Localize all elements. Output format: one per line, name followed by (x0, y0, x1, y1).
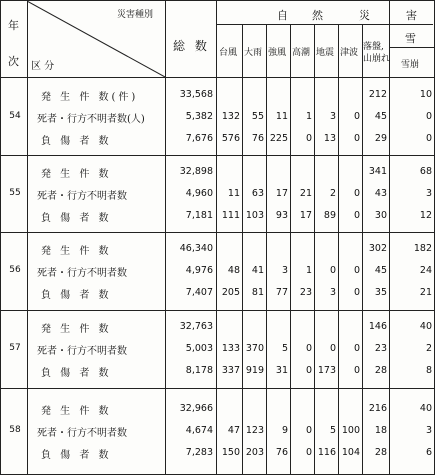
value-cell: 40 (419, 403, 432, 414)
value-cell: 63 (251, 188, 264, 199)
value-cell: 89 (323, 210, 336, 221)
value-cell: 919 (245, 365, 264, 376)
value-cell: 8 (425, 365, 432, 376)
value-cell: 0 (305, 133, 312, 144)
value-cell: 116 (317, 447, 336, 458)
value-cell: 216 (368, 403, 387, 414)
total-cell: 7,181 (185, 210, 213, 221)
value-cell: 47 (227, 425, 240, 436)
value-cell: 6 (425, 447, 432, 458)
total-cell: 32,898 (179, 166, 213, 177)
value-cell: 41 (251, 265, 264, 276)
value-cell: 103 (245, 210, 264, 221)
total-cell: 32,966 (179, 403, 213, 414)
year-group-rule (1, 155, 434, 156)
row-label: 負 傷 者 数 (41, 450, 112, 461)
col-header-tsunami: 津波 (340, 48, 359, 58)
value-cell: 76 (275, 447, 288, 458)
row-label: 発 生 件 数 (41, 406, 112, 417)
row-label: 負 傷 者 数 (41, 290, 112, 301)
col-header-landslide-2: 山崩れ (363, 54, 391, 64)
year-cell: 55 (9, 187, 21, 198)
col-header-storm-surge: 高潮 (292, 48, 311, 58)
total-cell: 4,976 (185, 265, 213, 276)
snow-group-header: 雪 (405, 32, 416, 45)
row-label: 死者・行方不明者数(人) (37, 114, 145, 125)
value-cell: 40 (419, 321, 432, 332)
value-cell: 0 (353, 133, 360, 144)
nature-header-char-4: 害 (406, 9, 417, 22)
value-cell: 35 (374, 287, 387, 298)
total-cell: 7,676 (185, 133, 213, 144)
header-bottom-rule (1, 77, 434, 78)
total-cell: 32,763 (179, 321, 213, 332)
value-cell: 11 (275, 111, 288, 122)
value-cell: 370 (245, 343, 264, 354)
value-cell: 11 (227, 188, 240, 199)
total-column-right-divider (216, 1, 217, 474)
value-cell: 13 (323, 133, 336, 144)
nature-header-char-1: 自 (277, 9, 288, 22)
value-cell: 0 (353, 111, 360, 122)
value-cell: 0 (353, 210, 360, 221)
total-cell: 4,960 (185, 188, 213, 199)
value-cell: 0 (305, 343, 312, 354)
value-cell: 205 (221, 287, 240, 298)
snow-group-rule (389, 47, 434, 48)
value-cell: 30 (374, 210, 387, 221)
col-header-strong-wind: 強風 (268, 48, 287, 58)
col-sep-1 (242, 24, 243, 474)
value-cell: 5 (329, 425, 336, 436)
value-cell: 21 (419, 287, 432, 298)
row-label: 発 生 件 数 (41, 246, 112, 257)
value-cell: 76 (251, 133, 264, 144)
col-header-landslide-1: 落盤, (363, 42, 384, 52)
value-cell: 302 (368, 243, 387, 254)
value-cell: 31 (275, 365, 288, 376)
value-cell: 55 (251, 111, 264, 122)
category-header: 区 分 (31, 61, 55, 72)
col-sep-2 (266, 24, 267, 474)
total-cell: 5,382 (185, 111, 213, 122)
col-sep-4 (314, 24, 315, 474)
value-cell: 203 (245, 447, 264, 458)
value-cell: 93 (275, 210, 288, 221)
value-cell: 3 (281, 265, 288, 276)
value-cell: 182 (413, 243, 432, 254)
year-cell: 54 (9, 110, 21, 121)
value-cell: 337 (221, 365, 240, 376)
value-cell: 23 (374, 343, 387, 354)
value-cell: 104 (341, 447, 360, 458)
snow-group-divider (389, 1, 390, 474)
total-cell: 33,568 (179, 89, 213, 100)
year-cell: 56 (9, 265, 21, 275)
value-cell: 17 (299, 210, 312, 221)
total-column-left-divider (165, 1, 166, 474)
value-cell: 77 (275, 287, 288, 298)
row-label: 発 生 件 数 (41, 169, 112, 180)
total-cell: 7,283 (185, 447, 213, 458)
value-cell: 81 (251, 287, 264, 298)
year-cell: 58 (9, 425, 21, 435)
value-cell: 0 (329, 265, 336, 276)
row-label: 負 傷 者 数 (41, 213, 112, 224)
col-header-typhoon: 台風 (219, 48, 238, 58)
row-label: 発 生 件 数(件) (41, 92, 139, 103)
value-cell: 146 (368, 321, 387, 332)
col-sep-3 (290, 24, 291, 474)
value-cell: 0 (425, 133, 432, 144)
value-cell: 100 (341, 425, 360, 436)
total-cell: 5,003 (185, 343, 213, 354)
value-cell: 0 (353, 287, 360, 298)
value-cell: 1 (305, 111, 312, 122)
row-label: 負 傷 者 数 (41, 136, 112, 147)
total-cell: 8,178 (185, 365, 213, 376)
row-label: 死者・行方不明者数 (37, 268, 127, 279)
value-cell: 29 (374, 133, 387, 144)
value-cell: 45 (374, 111, 387, 122)
value-cell: 0 (353, 188, 360, 199)
value-cell: 225 (269, 133, 288, 144)
value-cell: 0 (305, 447, 312, 458)
value-cell: 576 (221, 133, 240, 144)
row-label: 死者・行方不明者数 (37, 346, 127, 357)
value-cell: 5 (281, 343, 288, 354)
value-cell: 3 (425, 425, 432, 436)
value-cell: 43 (374, 188, 387, 199)
value-cell: 0 (425, 111, 432, 122)
value-cell: 10 (419, 89, 432, 100)
value-cell: 9 (281, 425, 288, 436)
value-cell: 0 (329, 343, 336, 354)
row-label: 死者・行方不明者数 (37, 191, 127, 202)
value-cell: 0 (353, 265, 360, 276)
value-cell: 2 (329, 188, 336, 199)
col-header-earthquake: 地震 (316, 48, 335, 58)
value-cell: 132 (221, 111, 240, 122)
value-cell: 48 (227, 265, 240, 276)
value-cell: 1 (305, 265, 312, 276)
value-cell: 18 (374, 425, 387, 436)
value-cell: 17 (275, 188, 288, 199)
nature-group-rule (216, 24, 433, 25)
col-sep-6 (362, 24, 363, 474)
year-group-rule (1, 232, 434, 233)
col-header-heavy-rain: 大雨 (244, 48, 263, 58)
row-label: 負 傷 者 数 (41, 368, 112, 379)
value-cell: 111 (221, 210, 240, 221)
nature-header-char-2: 然 (312, 9, 323, 22)
value-cell: 21 (299, 188, 312, 199)
row-label: 死者・行方不明者数 (37, 428, 127, 439)
value-cell: 133 (221, 343, 240, 354)
value-cell: 28 (374, 365, 387, 376)
col-sep-5 (338, 24, 339, 474)
value-cell: 341 (368, 166, 387, 177)
value-cell: 3 (425, 188, 432, 199)
value-cell: 68 (419, 166, 432, 177)
total-cell: 4,674 (185, 425, 213, 436)
value-cell: 45 (374, 265, 387, 276)
value-cell: 12 (419, 210, 432, 221)
year-header-1: 年 (8, 19, 19, 32)
value-cell: 173 (317, 365, 336, 376)
value-cell: 2 (425, 343, 432, 354)
col-header-avalanche: 雪崩 (401, 60, 420, 70)
value-cell: 212 (368, 89, 387, 100)
value-cell: 3 (329, 111, 336, 122)
total-header: 総 数 (173, 39, 210, 53)
value-cell: 123 (245, 425, 264, 436)
year-group-rule (1, 388, 434, 389)
row-label: 発 生 件 数 (41, 324, 112, 335)
year-cell: 57 (9, 343, 21, 353)
total-cell: 7,407 (185, 287, 213, 298)
nature-header-char-3: 災 (359, 9, 370, 22)
value-cell: 0 (353, 365, 360, 376)
value-cell: 23 (299, 287, 312, 298)
value-cell: 150 (221, 447, 240, 458)
value-cell: 0 (305, 365, 312, 376)
value-cell: 24 (419, 265, 432, 276)
year-group-rule (1, 310, 434, 311)
value-cell: 0 (305, 425, 312, 436)
disaster-type-header: 災害種別 (117, 10, 154, 20)
total-cell: 46,340 (179, 243, 213, 254)
value-cell: 28 (374, 447, 387, 458)
year-header-2: 次 (8, 55, 19, 68)
value-cell: 3 (329, 287, 336, 298)
value-cell: 0 (353, 343, 360, 354)
